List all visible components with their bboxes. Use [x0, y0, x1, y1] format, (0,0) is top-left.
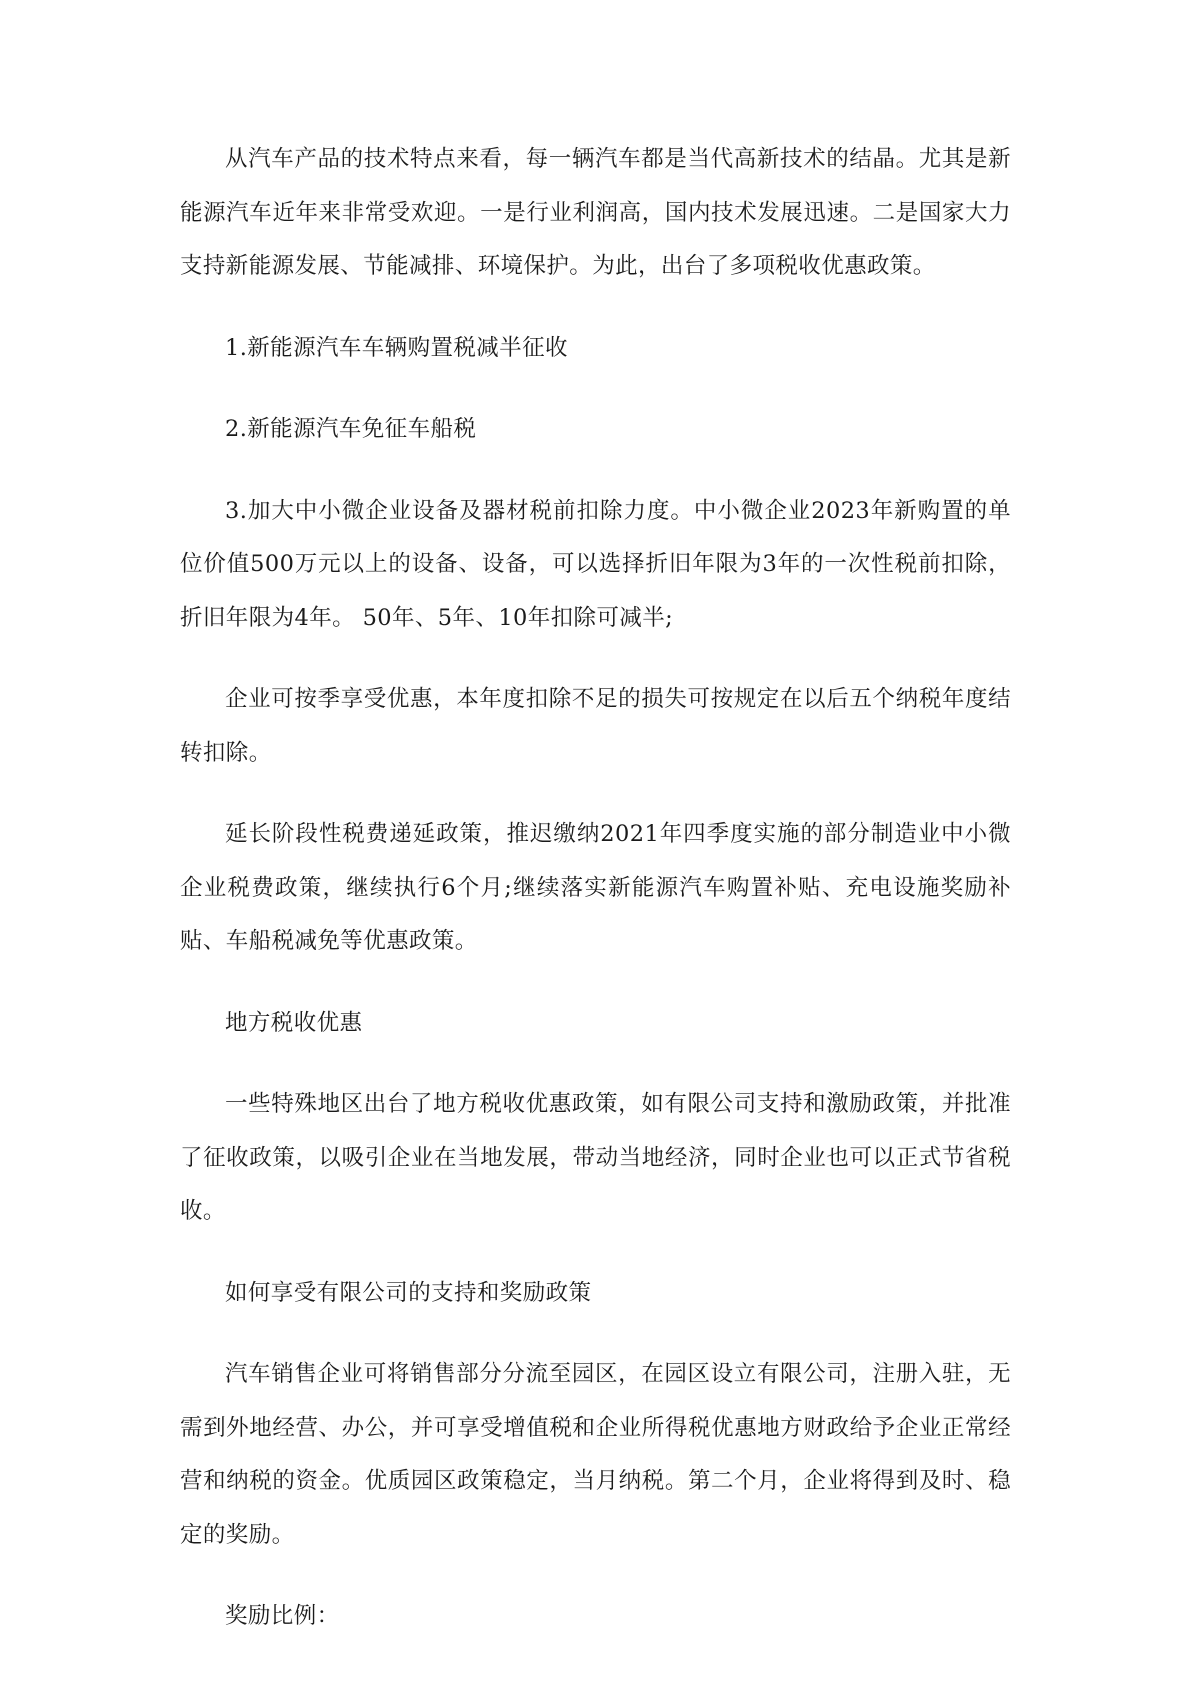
policy-item-2: 2.新能源汽车免征车船税: [225, 416, 477, 442]
section-heading-local-tax: 地方税收优惠: [225, 1009, 363, 1036]
deferral-policy-paragraph: 延长阶段性税费递延政策，推迟缴纳2021年四季度实施的部分制造业中小微企业税费政策，继续执行6个月;继续落实新能源汽车购置补贴、充电设施奖励补贴、车船税减免等优惠政策。: [180, 821, 1011, 954]
quarterly-deduction-paragraph: 企业可按季享受优惠，本年度扣除不足的损失可按规定在以后五个纳税年度结转扣除。: [180, 686, 1011, 766]
policy-item-1: 1.新能源汽车车辆购置税减半征收: [225, 334, 568, 361]
policy-item-3: 3.加大中小微企业设备及器材税前扣除力度。中小微企业2023年新购置的单位价值500万元以上的设备、设备，可以选择折旧年限为3年的一次性税前扣除，折旧年限为4年。 50年、5年、10年扣除可减半;: [180, 497, 1011, 631]
local-tax-paragraph: 一些特殊地区出台了地方税收优惠政策，如有限公司支持和激励政策，并批准了征收政策，以吸引企业在当地发展，带动当地经济，同时企业也可以正式节省税收。: [180, 1091, 1011, 1224]
section-heading-reward-ratio: 奖励比例：: [225, 1603, 340, 1629]
intro-paragraph: 从汽车产品的技术特点来看，每一辆汽车都是当代高新技术的结晶。尤其是新能源汽车近年来非常受欢迎。一是行业利润高，国内技术发展迅速。二是国家大力支持新能源发展、节能减排、环境保护。为此，出台了多项税收优惠政策。: [180, 146, 1011, 279]
park-policy-paragraph: 汽车销售企业可将销售部分分流至园区，在园区设立有限公司，注册入驻，无需到外地经营、办公，并可享受增值税和企业所得税优惠地方财政给予企业正常经营和纳税的资金。优质园区政策稳定，当月纳税。第二个月，企业将得到及时、稳定的奖励。: [180, 1361, 1011, 1548]
section-heading-how-to-enjoy: 如何享受有限公司的支持和奖励政策: [225, 1279, 592, 1306]
